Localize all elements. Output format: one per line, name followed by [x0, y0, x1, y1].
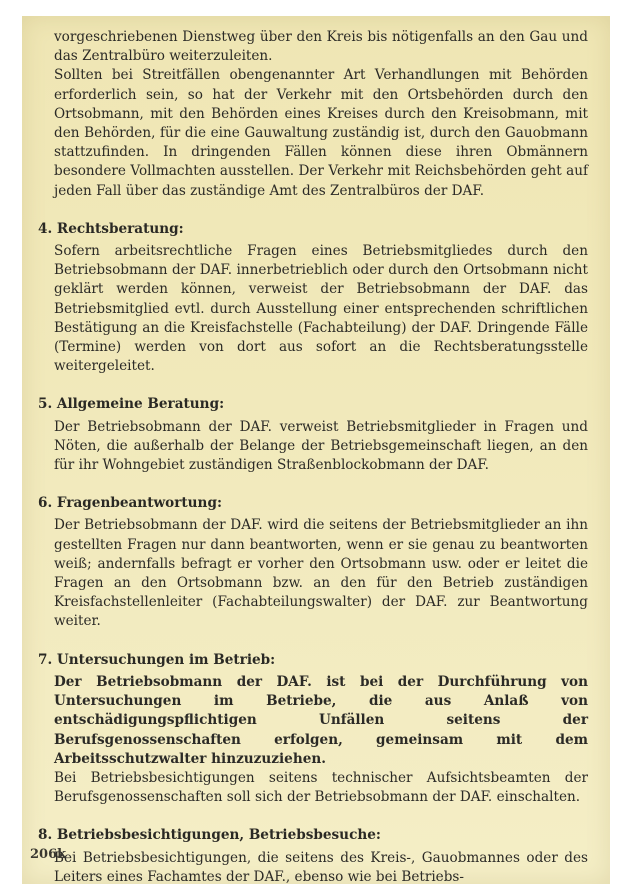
section-8 [38, 826, 588, 887]
section-4 [38, 220, 588, 377]
section-text: Der Betriebsobmann der DAF. verweist Betriebsmitglieder in Fragen und Nöten, die außerhalb der Belange der Betriebsgemeinschaft liegen, an den für ihr Wohngebiet zuständigen Straßenblockobmann der DAF. [54, 418, 588, 474]
intro-paragraph-2: Sollten bei Streitfällen obengenannter Art Verhandlungen mit Behörden erforderlich sein, so hat der Verkehr mit den Ortsbehörden durch den Ortsobmann, mit den Behörden eines Kreises durch den Kreisobmann, mit den Behörden, für die eine Gauwaltung zuständig ist, durch den Gauobmann stattzufinden. In dringenden Fällen können diese ihren Obmännern besondere Vollmachten ausstellen. Der Verkehr mit Reichsbehörden geht auf jeden Fall über das zuständige Amt des Zentralbüros der DAF. [54, 67, 588, 199]
section-heading: 7. Untersuchungen im Betrieb: [38, 651, 276, 668]
section-bold-text: Der Betriebsobmann der DAF. ist bei der Durchführung von Untersuchungen im Betriebe, die aus Anlaß von entschädigungspflichtigen Unfällen seitens der Berufsgenossenschaften erfolgen, gemeinsam mit dem Arbeitsschutzwalter hinzuzuziehen. [54, 673, 588, 767]
section-heading: 8. Betriebsbesichtigungen, Betriebsbesuche: [38, 827, 381, 844]
intro-paragraph-1: vorgeschriebenen Dienstweg über den Kreis bis nötigenfalls an den Gau und das Zentralbüro weiterzuleiten. [54, 29, 588, 65]
section-heading: 6. Fragenbeantwortung: [38, 495, 222, 512]
section-text: Bei Betriebsbesichtigungen seitens technischer Aufsichtsbeamten der Berufsgenossenschaften soll sich der Betriebsobmann der DAF. einschalten. [54, 769, 588, 806]
document-page [22, 16, 610, 884]
section-6 [38, 494, 588, 631]
section-text: Sofern arbeitsrechtliche Fragen eines Betriebsmitgliedes durch den Betriebsobmann der DAF. innerbetrieblich oder durch den Ortsobmann nicht geklärt werden können, verweist der Betriebsobmann der DAF. das Betriebsmitglied evtl. durch Ausstellung einer entsprechenden schriftlichen Bestätigung an die Kreisfachstelle (Fachabteilung) der DAF. Dringende Fälle (Termine) werden von dort aus sofort an die Rechtsberatungsstelle weitergeleitet. [54, 243, 588, 375]
section-heading: 4. Rechtsberatung: [38, 220, 184, 237]
intro-block [38, 28, 588, 201]
section-7 [38, 651, 588, 808]
section-text: Bei Betriebsbesichtigungen, die seitens des Kreis-, Gauobmannes oder des Leiters eines Fachamtes der DAF., ebenso wie bei Betriebs- [54, 849, 588, 885]
page-number: 206k [30, 847, 67, 862]
section-5 [38, 395, 588, 475]
section-text: Der Betriebsobmann der DAF. wird die seitens der Betriebsmitglieder an ihn gestellten Fragen nur dann beantworten, wenn er sie genau zu beantworten weiß; andernfalls befragt er vorher den Ortsobmann usw. oder er leitet die Fragen an den Ortsobmann bzw. an den für den Betrieb zuständigen Kreisfachstellenleiter (Fachabteilungswalter) der DAF. zur Beantwortung weiter. [54, 517, 588, 630]
section-heading: 5. Allgemeine Beratung: [38, 396, 225, 413]
